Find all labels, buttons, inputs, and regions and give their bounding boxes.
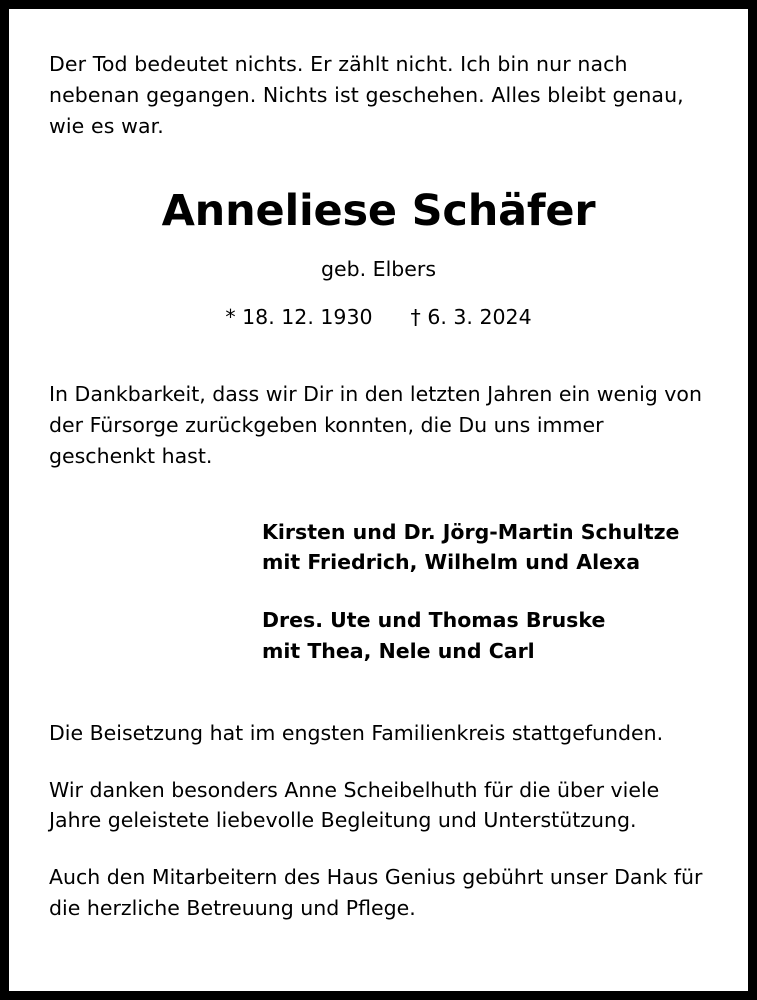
deceased-name: Anneliese Schäfer: [161, 186, 596, 237]
family-group-line: mit Friedrich, Wilhelm und Alexa: [262, 549, 641, 574]
maiden-name: geb. Elbers: [320, 256, 437, 281]
family-group-line: Kirsten und Dr. Jörg-Martin Schultze: [262, 519, 680, 544]
family-group-line: mit Thea, Nele und Carl: [262, 638, 535, 663]
thanks-staff: Auch den Mitarbeitern des Haus Genius gebührt unser Dank für die herzliche Betreuung und Pflege.: [49, 865, 703, 920]
death-date: † 6. 3. 2024: [410, 305, 532, 330]
epitaph-quote: Der Tod bedeutet nichts. Er zählt nicht. Ich bin nur nach nebenan gegangen. Nichts ist geschehen. Alles bleibt genau, wie es war.: [49, 52, 684, 139]
gratitude-text: In Dankbarkeit, dass wir Dir in den letzten Jahren ein wenig von der Fürsorge zurückgeben konnten, die Du uns immer geschenkt hast.: [49, 382, 702, 469]
life-dates: [49, 304, 708, 331]
closing-notes: [49, 718, 708, 924]
family-group-line: Dres. Ute und Thomas Bruske: [262, 608, 606, 633]
family-list: [49, 517, 708, 666]
funeral-note: Die Beisetzung hat im engsten Familienkreis stattgefunden.: [49, 720, 664, 745]
deceased-name-block: [49, 188, 708, 331]
thanks-caregiver: Wir danken besonders Anne Scheibelhuth für die über viele Jahre geleistete liebevolle Begleitung und Unterstützung.: [49, 777, 660, 833]
family-group: [262, 517, 708, 578]
family-group: [262, 605, 708, 666]
birth-date: * 18. 12. 1930: [225, 305, 373, 330]
